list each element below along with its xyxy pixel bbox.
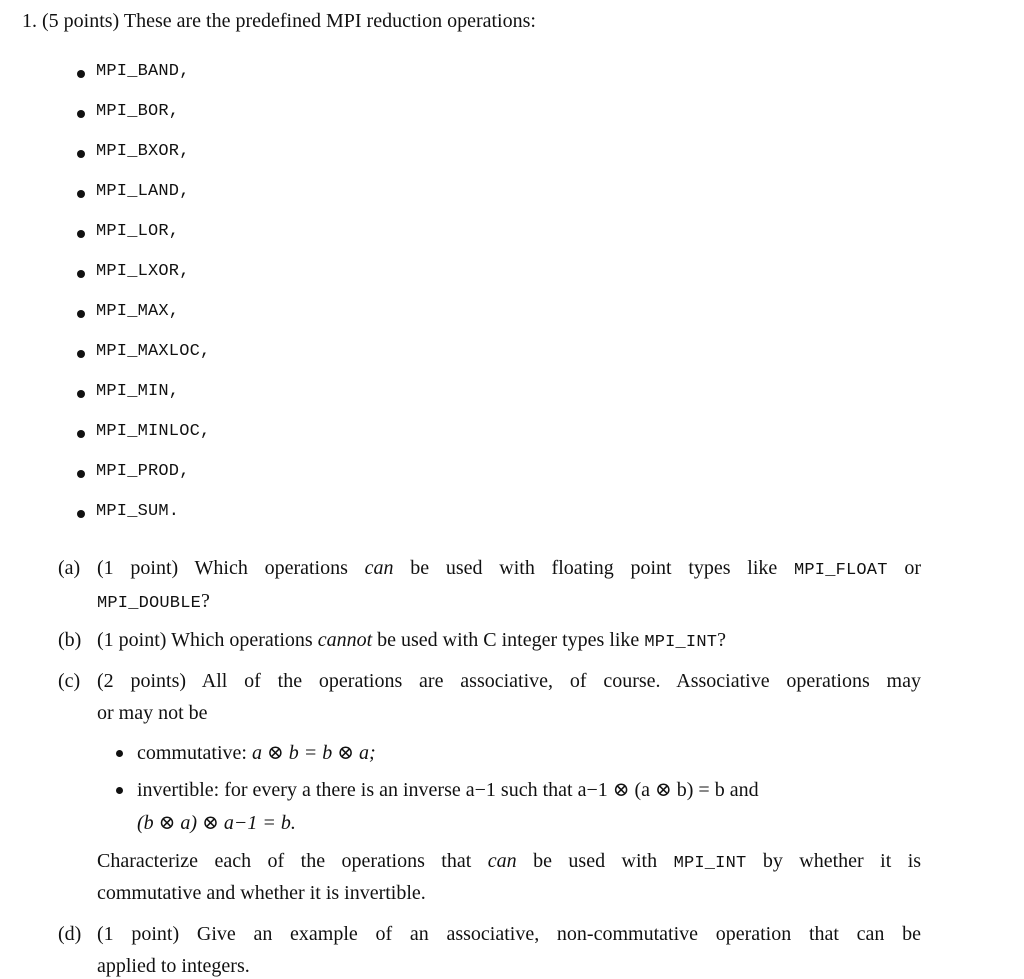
bullet-icon	[77, 390, 85, 398]
invertible-item	[137, 777, 921, 802]
part-b-code-int: MPI_INT	[644, 633, 718, 652]
bullet-icon	[77, 190, 85, 198]
part-c-line2: or may not be	[97, 702, 208, 724]
part-a-code-float: MPI_FLOAT	[794, 561, 888, 580]
part-a-line1	[97, 557, 921, 580]
part-a-label: (a)	[58, 557, 81, 579]
operation-item: MPI_LOR,	[96, 222, 180, 241]
part-d-line2: applied to integers.	[97, 955, 250, 977]
operation-item: MPI_MAX,	[96, 302, 180, 321]
commutative-label: commutative:	[137, 742, 247, 764]
part-d-points: (1 point)	[97, 923, 180, 945]
part-a-code-double: MPI_DOUBLE	[97, 594, 202, 613]
part-a-points: (1 point)	[97, 557, 179, 579]
part-c-characterize-line2: commutative and whether it is invertible.	[97, 882, 426, 904]
bullet-icon	[116, 787, 123, 794]
characterize-code-int: MPI_INT	[673, 854, 747, 873]
part-a-or: or	[904, 557, 922, 579]
part-b-line1	[97, 629, 921, 652]
part-b-label: (b)	[58, 629, 82, 651]
part-a-emphasis: can	[364, 557, 394, 579]
operation-item: MPI_MINLOC,	[96, 422, 211, 441]
part-b-text-post: be used with C integer types like	[377, 629, 640, 651]
operation-item: MPI_BXOR,	[96, 142, 190, 161]
bullet-icon	[77, 430, 85, 438]
invertible-line1: for every a there is an inverse a−1 such that a−1 ⊗ (a ⊗ b) = b and	[224, 779, 759, 801]
part-c-characterize-line1	[97, 850, 921, 873]
part-d-text: Give an example of an associative, non-commutative operation that can be	[196, 923, 921, 945]
bullet-icon	[116, 750, 123, 757]
question-number: 1.	[22, 10, 37, 32]
operation-item: MPI_SUM.	[96, 502, 180, 521]
part-c-label: (c)	[58, 670, 81, 692]
characterize-end: by whether it is	[762, 850, 922, 872]
question-intro: These are the predefined MPI reduction operations:	[123, 10, 536, 32]
part-b-text-pre: Which operations	[171, 629, 313, 651]
operation-item: MPI_MAXLOC,	[96, 342, 211, 361]
invertible-label: invertible:	[137, 779, 220, 801]
part-b-end: ?	[717, 629, 727, 651]
operation-item: MPI_LAND,	[96, 182, 190, 201]
part-c-line1	[97, 670, 921, 693]
part-d-line1	[97, 923, 921, 946]
characterize-pre: Characterize each of the operations that	[97, 850, 472, 872]
invertible-line2: (b ⊗ a) ⊗ a−1 = b.	[137, 812, 296, 834]
characterize-emphasis: can	[487, 850, 517, 872]
operation-item: MPI_PROD,	[96, 462, 190, 481]
part-b-emphasis: cannot	[317, 629, 373, 651]
bullet-icon	[77, 350, 85, 358]
part-a-line2	[97, 590, 921, 613]
part-a-text-pre: Which operations	[194, 557, 348, 579]
question-points: (5 points)	[42, 10, 120, 32]
commutative-formula: a ⊗ b = b ⊗ a;	[251, 742, 376, 764]
part-c-points: (2 points)	[97, 670, 187, 692]
part-b-points: (1 point)	[97, 629, 167, 651]
part-a-end: ?	[201, 590, 210, 612]
bullet-icon	[77, 510, 85, 518]
part-c-text: All of the operations are associative, of course. Associative operations may	[201, 670, 921, 692]
bullet-icon	[77, 310, 85, 318]
operation-item: MPI_BOR,	[96, 102, 180, 121]
operation-item: MPI_LXOR,	[96, 262, 190, 281]
bullet-icon	[77, 110, 85, 118]
bullet-icon	[77, 270, 85, 278]
operation-item: MPI_MIN,	[96, 382, 180, 401]
bullet-icon	[77, 150, 85, 158]
characterize-post: be used with	[533, 850, 658, 872]
question-header	[22, 10, 536, 33]
part-a-text-post: be used with floating point types like	[410, 557, 778, 579]
bullet-icon	[77, 230, 85, 238]
part-d-label: (d)	[58, 923, 82, 945]
operation-item: MPI_BAND,	[96, 62, 190, 81]
commutative-item	[137, 740, 376, 765]
bullet-icon	[77, 470, 85, 478]
bullet-icon	[77, 70, 85, 78]
